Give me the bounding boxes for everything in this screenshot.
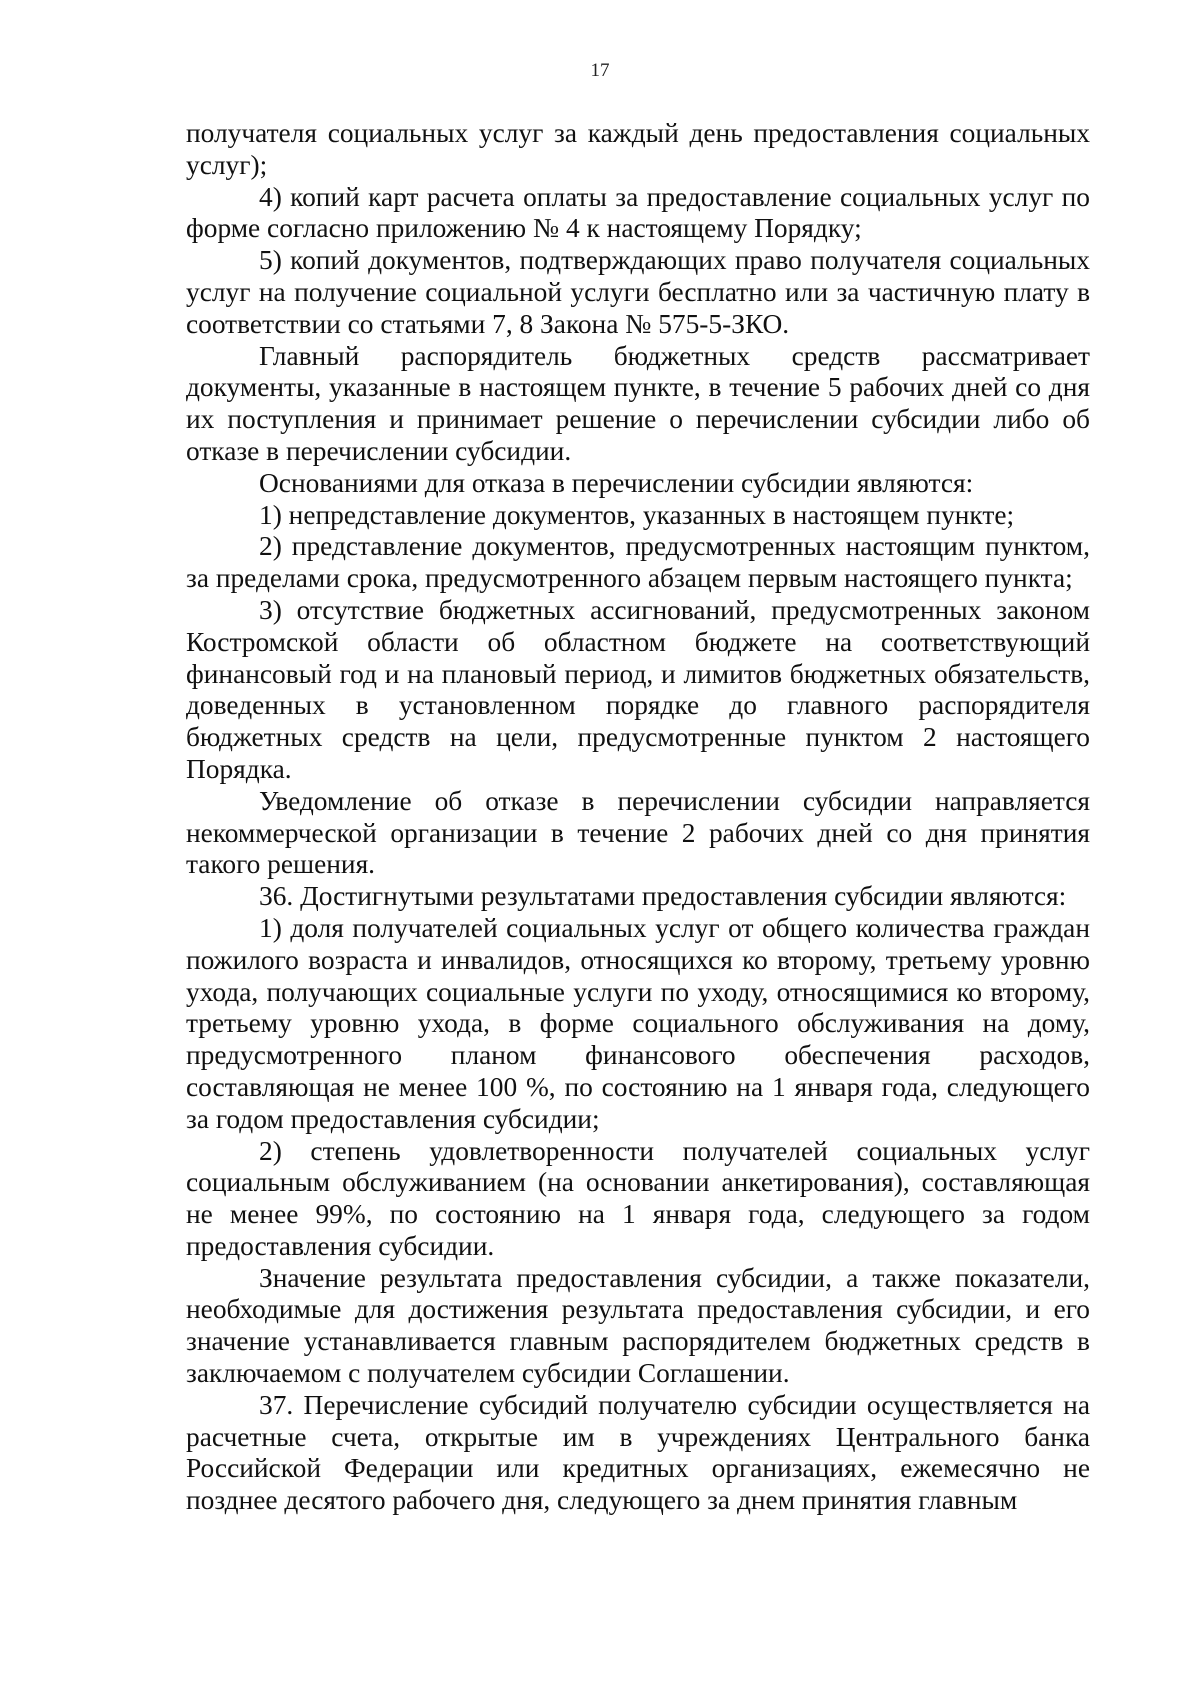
list-item-result-1: 1) доля получателей социальных услуг от общего количества граждан пожилого возраста и инвалидов, относящихся ко второму, третьему уровню ухода, получающих социальные услуги по уходу, относящимися ко второму, третьему уровню ухода, в форме социального обслуживания на дому, предусмотренного планом финансового обеспечения расходов, составляющая не менее 100 %, по состоянию на 1 января года, следующего за годом предоставления субсидии; — [186, 912, 1090, 1134]
list-item-refusal-ground-1: 1) непредставление документов, указанных в настоящем пункте; — [259, 499, 1015, 530]
clause-37: 37. Перечисление субсидий получателю субсидии осуществляется на расчетные счета, открытые им в учреждениях Центрального банка Российской Федерации или кредитных организациях, ежемесячно не позднее десятого рабочего дня, следующего за днем принятия главным — [186, 1389, 1090, 1516]
list-item-result-2: 2) степень удовлетворенности получателей социальных услуг социальным обслуживанием (на основании анкетирования), составляющая не менее 99%, по состоянию на 1 января года, следующего за годом предоставления субсидии. — [186, 1135, 1090, 1261]
page-number: 17 — [590, 60, 610, 81]
list-item-copies-of-payment-cards: 4) копий карт расчета оплаты за предоставление социальных услуг по форме согласно приложению № 4 к настоящему Порядку; — [186, 181, 1090, 244]
list-item-copies-of-right-documents: 5) копий документов, подтверждающих право получателя социальных услуг на получение социальной услуги бесплатно или за частичную плату в соответствии со статьями 7, 8 Закона № 575-5-ЗКО. — [186, 245, 1090, 339]
paragraph-result-value: Значение результата предоставления субсидии, а также показатели, необходимые для достижения результата предоставления субсидии, и его значение устанавливается главным распорядителем бюджетных средств в заключаемом с получателем субсидии Соглашении. — [186, 1262, 1090, 1389]
document-body — [186, 118, 1090, 1517]
list-item-refusal-ground-3: 3) отсутствие бюджетных ассигнований, предусмотренных законом Костромской области об областном бюджете на соответствующий финансовый год и на плановый период, и лимитов бюджетных обязательств, доведенных в установленном порядке до главного распорядителя бюджетных средств на цели, предусмотренные пунктом 2 настоящего Порядка. — [186, 594, 1090, 784]
paragraph-continuation: получателя социальных услуг за каждый день предоставления социальных услуг); — [186, 118, 1090, 180]
paragraph-refusal-grounds-heading: Основаниями для отказа в перечислении субсидии являются: — [259, 467, 974, 498]
list-item-refusal-ground-2: 2) представление документов, предусмотренных настоящим пунктом, за пределами срока, предусмотренного абзацем первым настоящего пункта; — [186, 531, 1090, 594]
paragraph-refusal-notice: Уведомление об отказе в перечислении субсидии направляется некоммерческой организации в течение 2 рабочих дней со дня принятия такого решения. — [186, 785, 1090, 880]
paragraph-review-of-documents: Главный распорядитель бюджетных средств рассматривает документы, указанные в настоящем пункте, в течение 5 рабочих дней со дня их поступления и принимает решение о перечислении субсидии либо об отказе в перечислении субсидии. — [186, 340, 1090, 466]
clause-36-heading: 36. Достигнутыми результатами предоставления субсидии являются: — [259, 881, 1067, 912]
